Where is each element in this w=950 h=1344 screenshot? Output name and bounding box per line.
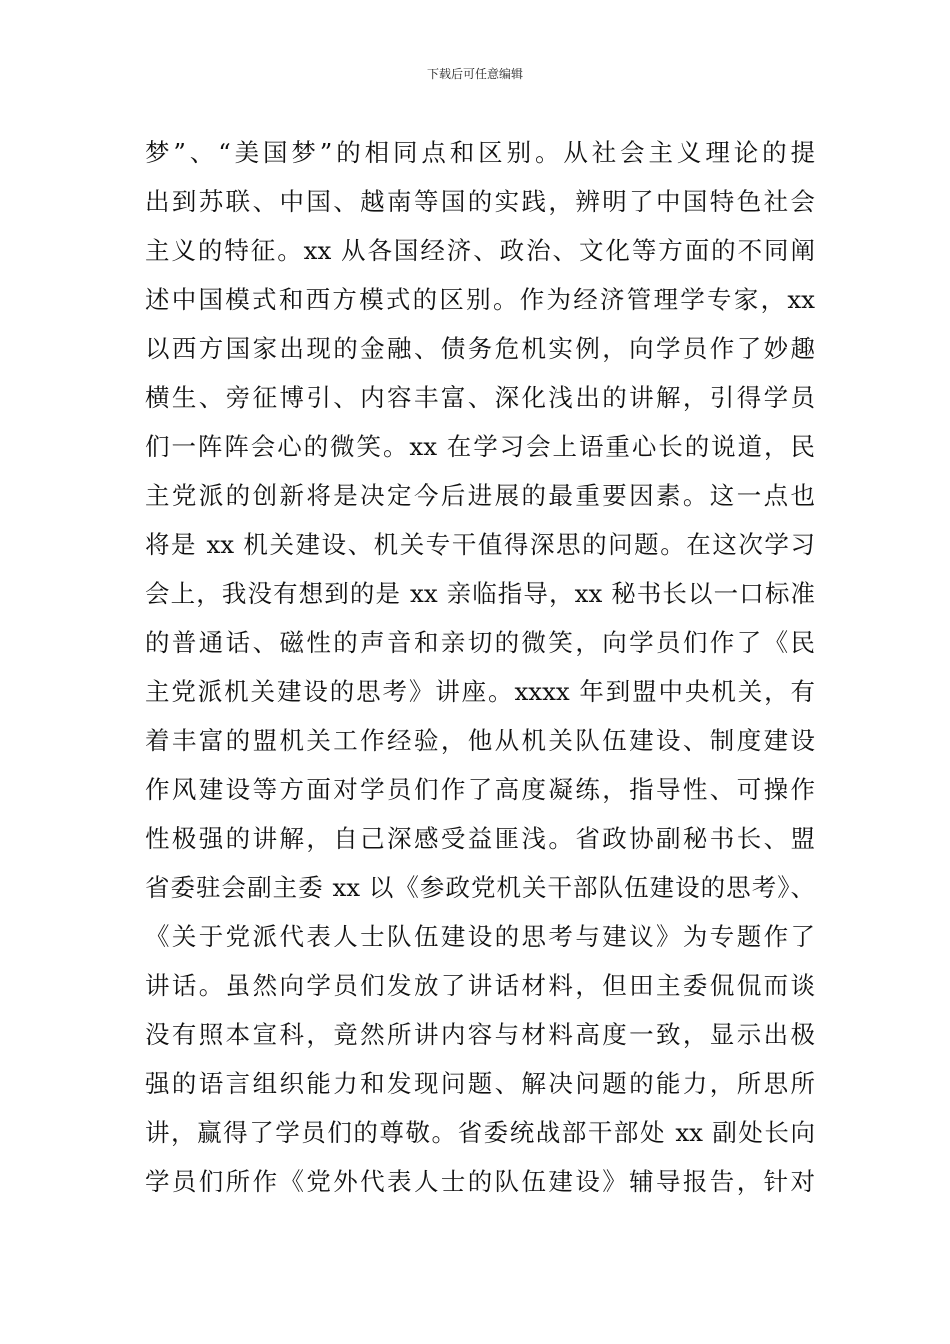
- text-line: 会上，我没有想到的是 xx 亲临指导，xx 秘书长以一口标准: [145, 579, 815, 608]
- text-line: 没有照本宣科，竟然所讲内容与材料高度一致，显示出极: [145, 1020, 815, 1049]
- text-line: 《关于党派代表人士队伍建设的思考与建议》为专题作了: [145, 922, 815, 951]
- text-line: 以西方国家出现的金融、债务危机实例，向学员作了妙趣: [145, 334, 815, 363]
- text-line: 们一阵阵会心的微笑。xx 在学习会上语重心长的说道，民: [145, 432, 815, 461]
- text-line: 梦”、“美国梦”的相同点和区别。从社会主义理论的提: [145, 138, 815, 167]
- text-line: 述中国模式和西方模式的区别。作为经济管理学专家，xx: [145, 285, 815, 314]
- text-line: 讲话。虽然向学员们发放了讲话材料，但田主委侃侃而谈: [145, 971, 815, 1000]
- page-header: [0, 66, 950, 82]
- text-line: 性极强的讲解，自己深感受益匪浅。省政协副秘书长、盟: [145, 824, 815, 853]
- text-line: 学员们所作《党外代表人士的队伍建设》辅导报告，针对: [145, 1167, 815, 1196]
- text-line: 主党派的创新将是决定今后进展的最重要因素。这一点也: [145, 481, 815, 510]
- text-line: 出到苏联、中国、越南等国的实践，辨明了中国特色社会: [145, 187, 815, 216]
- text-line: 横生、旁征博引、内容丰富、深化浅出的讲解，引得学员: [145, 383, 815, 412]
- text-line: 的普通话、磁性的声音和亲切的微笑，向学员们作了《民: [145, 628, 815, 657]
- text-line: 讲，赢得了学员们的尊敬。省委统战部干部处 xx 副处长向: [145, 1118, 815, 1147]
- text-line: 作风建设等方面对学员们作了高度凝练，指导性、可操作: [145, 775, 815, 804]
- header-text: 下载后可任意编辑: [426, 67, 523, 81]
- text-line: 着丰富的盟机关工作经验，他从机关队伍建设、制度建设: [145, 726, 815, 755]
- body-text: [145, 128, 815, 1206]
- text-line: 主义的特征。xx 从各国经济、政治、文化等方面的不同阐: [145, 236, 815, 265]
- text-line: 省委驻会副主委 xx 以《参政党机关干部队伍建设的思考》、: [145, 873, 815, 902]
- text-line: 强的语言组织能力和发现问题、解决问题的能力，所思所: [145, 1069, 815, 1098]
- text-line: 主党派机关建设的思考》讲座。xxxx 年到盟中央机关，有: [145, 677, 815, 706]
- text-line: 将是 xx 机关建设、机关专干值得深思的问题。在这次学习: [145, 530, 815, 559]
